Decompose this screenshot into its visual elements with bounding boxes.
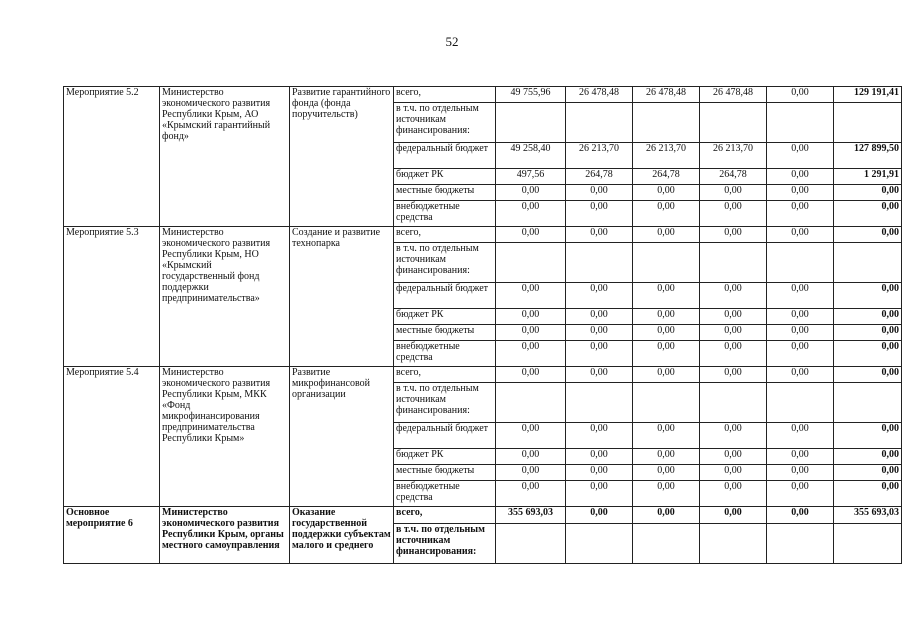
amount-cell: 0,00	[566, 423, 633, 449]
amount-cell: 0,00	[496, 449, 566, 465]
source-label: федеральный бюджет	[394, 423, 496, 449]
amount-cell: 0,00	[700, 309, 767, 325]
amount-cell: 0,00	[767, 87, 834, 103]
amount-cell: 0,00	[700, 341, 767, 367]
total-cell: 0,00	[834, 341, 902, 367]
amount-cell	[496, 383, 566, 423]
description: Оказание государственной поддержки субъектам малого и среднего	[290, 507, 394, 564]
amount-cell: 0,00	[496, 185, 566, 201]
table-row	[64, 507, 902, 524]
amount-cell: 0,00	[633, 185, 700, 201]
amount-cell	[496, 524, 566, 564]
measure-name: Мероприятие 5.4	[64, 367, 160, 507]
amount-cell: 0,00	[767, 507, 834, 524]
amount-cell: 0,00	[496, 423, 566, 449]
total-cell: 355 693,03	[834, 507, 902, 524]
amount-cell	[633, 103, 700, 143]
source-label: бюджет РК	[394, 169, 496, 185]
amount-cell: 0,00	[767, 309, 834, 325]
amount-cell: 0,00	[633, 423, 700, 449]
amount-cell: 0,00	[496, 309, 566, 325]
amount-cell: 0,00	[633, 449, 700, 465]
amount-cell: 0,00	[633, 507, 700, 524]
amount-cell: 264,78	[566, 169, 633, 185]
source-label: федеральный бюджет	[394, 143, 496, 169]
executor: Министерство экономического развития Республики Крым, органы местного самоуправления	[160, 507, 290, 564]
amount-cell	[566, 383, 633, 423]
amount-cell: 0,00	[566, 201, 633, 227]
source-label: всего,	[394, 87, 496, 103]
amount-cell: 0,00	[566, 185, 633, 201]
financing-table	[63, 86, 902, 564]
total-cell: 0,00	[834, 283, 902, 309]
total-cell: 1 291,91	[834, 169, 902, 185]
source-label: внебюджетные средства	[394, 201, 496, 227]
measure-name: Мероприятие 5.3	[64, 227, 160, 367]
amount-cell	[566, 524, 633, 564]
amount-cell: 264,78	[633, 169, 700, 185]
table-row	[64, 367, 902, 383]
amount-cell: 0,00	[767, 227, 834, 243]
amount-cell	[767, 243, 834, 283]
description: Создание и развитие технопарка	[290, 227, 394, 367]
amount-cell	[633, 243, 700, 283]
amount-cell	[496, 103, 566, 143]
amount-cell: 0,00	[566, 341, 633, 367]
description: Развитие микрофинансовой организации	[290, 367, 394, 507]
amount-cell: 0,00	[767, 367, 834, 383]
amount-cell: 0,00	[767, 481, 834, 507]
amount-cell: 26 478,48	[633, 87, 700, 103]
total-cell: 0,00	[834, 481, 902, 507]
amount-cell: 0,00	[566, 325, 633, 341]
amount-cell: 0,00	[767, 201, 834, 227]
amount-cell: 0,00	[496, 367, 566, 383]
amount-cell: 0,00	[496, 201, 566, 227]
source-label: бюджет РК	[394, 449, 496, 465]
table-row	[64, 227, 902, 243]
total-cell: 0,00	[834, 227, 902, 243]
amount-cell: 0,00	[496, 481, 566, 507]
amount-cell: 0,00	[496, 227, 566, 243]
total-cell: 0,00	[834, 367, 902, 383]
amount-cell: 0,00	[700, 325, 767, 341]
source-label: местные бюджеты	[394, 185, 496, 201]
source-label: всего,	[394, 227, 496, 243]
amount-cell: 0,00	[700, 283, 767, 309]
source-label: федеральный бюджет	[394, 283, 496, 309]
measure-name: Основное мероприятие 6	[64, 507, 160, 564]
source-label: в т.ч. по отдельным источникам финансирования:	[394, 243, 496, 283]
source-label: местные бюджеты	[394, 325, 496, 341]
amount-cell: 0,00	[700, 185, 767, 201]
amount-cell: 0,00	[700, 481, 767, 507]
amount-cell: 0,00	[700, 507, 767, 524]
executor: Министерство экономического развития Республики Крым, МКК «Фонд микрофинансирования предпринимательства Республики Крым»	[160, 367, 290, 507]
total-cell: 0,00	[834, 309, 902, 325]
source-label: внебюджетные средства	[394, 481, 496, 507]
source-label: местные бюджеты	[394, 465, 496, 481]
amount-cell: 0,00	[496, 465, 566, 481]
amount-cell: 0,00	[700, 367, 767, 383]
amount-cell: 26 213,70	[700, 143, 767, 169]
page-number: 52	[445, 34, 459, 49]
total-cell	[834, 243, 902, 283]
amount-cell: 26 213,70	[566, 143, 633, 169]
amount-cell: 0,00	[767, 325, 834, 341]
amount-cell: 0,00	[767, 169, 834, 185]
amount-cell: 0,00	[566, 227, 633, 243]
amount-cell: 0,00	[566, 283, 633, 309]
amount-cell: 0,00	[700, 423, 767, 449]
executor: Министерство экономического развития Республики Крым, АО «Крымский гарантийный фонд»	[160, 87, 290, 227]
total-cell: 0,00	[834, 449, 902, 465]
executor: Министерство экономического развития Республики Крым, НО «Крымский государственный фонд поддержки предпринимательства»	[160, 227, 290, 367]
source-label: в т.ч. по отдельным источникам финансирования:	[394, 383, 496, 423]
total-cell: 0,00	[834, 423, 902, 449]
source-label: в т.ч. по отдельным источникам финансирования:	[394, 103, 496, 143]
amount-cell: 0,00	[767, 449, 834, 465]
source-label: внебюджетные средства	[394, 341, 496, 367]
amount-cell: 0,00	[633, 309, 700, 325]
amount-cell: 0,00	[633, 325, 700, 341]
amount-cell: 0,00	[566, 449, 633, 465]
amount-cell: 0,00	[633, 283, 700, 309]
amount-cell: 0,00	[700, 449, 767, 465]
source-label: бюджет РК	[394, 309, 496, 325]
amount-cell: 26 213,70	[633, 143, 700, 169]
amount-cell: 0,00	[767, 465, 834, 481]
amount-cell: 355 693,03	[496, 507, 566, 524]
amount-cell: 26 478,48	[566, 87, 633, 103]
total-cell: 0,00	[834, 465, 902, 481]
total-cell	[834, 103, 902, 143]
amount-cell: 0,00	[767, 341, 834, 367]
amount-cell: 0,00	[700, 465, 767, 481]
amount-cell: 0,00	[496, 283, 566, 309]
amount-cell: 0,00	[566, 481, 633, 507]
amount-cell	[700, 103, 767, 143]
amount-cell: 0,00	[767, 185, 834, 201]
amount-cell: 264,78	[700, 169, 767, 185]
amount-cell: 0,00	[633, 227, 700, 243]
amount-cell: 497,56	[496, 169, 566, 185]
amount-cell	[633, 383, 700, 423]
amount-cell: 0,00	[767, 423, 834, 449]
amount-cell: 0,00	[566, 367, 633, 383]
amount-cell	[700, 524, 767, 564]
amount-cell: 0,00	[633, 367, 700, 383]
total-cell	[834, 383, 902, 423]
total-cell: 0,00	[834, 325, 902, 341]
amount-cell: 0,00	[633, 481, 700, 507]
amount-cell	[566, 243, 633, 283]
description: Развитие гарантийного фонда (фонда поручительств)	[290, 87, 394, 227]
measure-name: Мероприятие 5.2	[64, 87, 160, 227]
amount-cell: 0,00	[496, 341, 566, 367]
amount-cell: 0,00	[633, 465, 700, 481]
amount-cell: 0,00	[700, 201, 767, 227]
amount-cell	[700, 243, 767, 283]
table-row	[64, 87, 902, 103]
amount-cell: 0,00	[566, 309, 633, 325]
amount-cell	[633, 524, 700, 564]
total-cell	[834, 524, 902, 564]
amount-cell: 0,00	[700, 227, 767, 243]
total-cell: 0,00	[834, 201, 902, 227]
amount-cell	[767, 524, 834, 564]
amount-cell: 0,00	[767, 283, 834, 309]
source-label: в т.ч. по отдельным источникам финансирования:	[394, 524, 496, 564]
amount-cell	[566, 103, 633, 143]
source-label: всего,	[394, 367, 496, 383]
amount-cell: 0,00	[767, 143, 834, 169]
amount-cell	[700, 383, 767, 423]
total-cell: 127 899,50	[834, 143, 902, 169]
amount-cell: 49 258,40	[496, 143, 566, 169]
amount-cell	[767, 383, 834, 423]
amount-cell: 49 755,96	[496, 87, 566, 103]
amount-cell: 26 478,48	[700, 87, 767, 103]
amount-cell: 0,00	[633, 341, 700, 367]
amount-cell: 0,00	[633, 201, 700, 227]
amount-cell: 0,00	[566, 507, 633, 524]
amount-cell: 0,00	[496, 325, 566, 341]
total-cell: 129 191,41	[834, 87, 902, 103]
amount-cell	[767, 103, 834, 143]
source-label: всего,	[394, 507, 496, 524]
amount-cell: 0,00	[566, 465, 633, 481]
amount-cell	[496, 243, 566, 283]
total-cell: 0,00	[834, 185, 902, 201]
